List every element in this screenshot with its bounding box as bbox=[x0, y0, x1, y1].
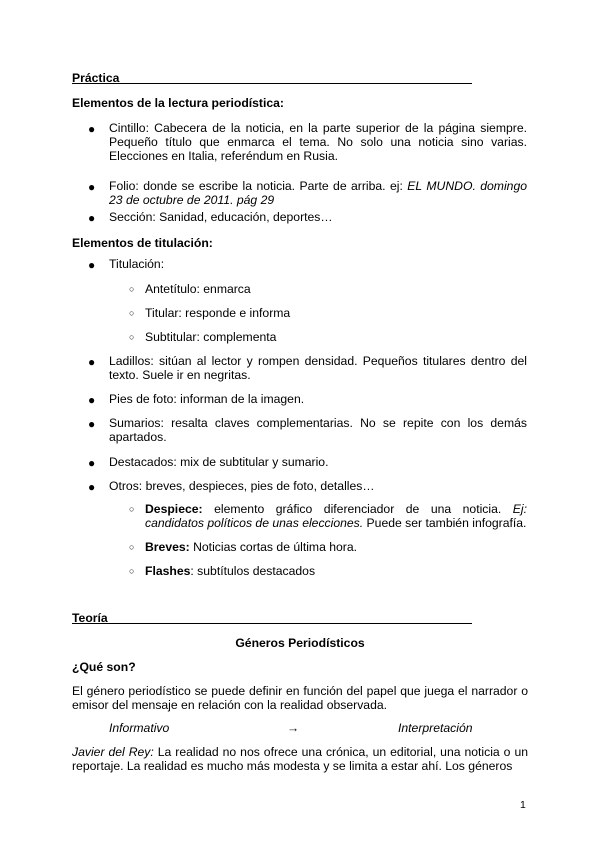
bullet-icon: ● bbox=[88, 355, 96, 369]
flashes-item: Flashes: subtítulos destacados bbox=[145, 564, 316, 578]
javier-paragraph: Javier del Rey: La realidad no nos ofrece una crónica, un editorial, una noticia o un reportaje. La realidad es mucho más modesta y se limita a estar ahí. Los géneros bbox=[72, 745, 528, 773]
bullet-icon: ● bbox=[88, 180, 96, 194]
sumarios-item: Sumarios: resalta claves complementarias. No se repite con los demás apartados. bbox=[109, 416, 527, 444]
interpretacion-label: Interpretación bbox=[398, 721, 473, 735]
circle-bullet-icon: ○ bbox=[129, 308, 135, 318]
seccion-item: Sección: Sanidad, educación, deportes… bbox=[109, 210, 333, 224]
que-son-heading: ¿Qué son? bbox=[72, 660, 136, 674]
bullet-icon: ● bbox=[88, 417, 96, 431]
breves-item: Breves: Noticias cortas de última hora. bbox=[145, 540, 358, 554]
circle-bullet-icon: ○ bbox=[129, 332, 135, 342]
bullet-icon: ● bbox=[88, 122, 96, 136]
ladillos-item: Ladillos: sitúan al lector y rompen densidad. Pequeños titulares dentro del texto. Suele ir en negritas. bbox=[109, 354, 527, 382]
bullet-icon: ● bbox=[88, 258, 96, 272]
arrow-icon: → bbox=[287, 721, 300, 735]
pies-item: Pies de foto: informan de la imagen. bbox=[109, 392, 305, 406]
titulacion-item: Titulación: bbox=[109, 257, 165, 271]
page-number: 1 bbox=[520, 799, 526, 811]
lectura-heading: Elementos de la lectura periodística: bbox=[72, 96, 284, 110]
bullet-icon: ● bbox=[88, 456, 96, 470]
subtitular-item: Subtitular: complementa bbox=[145, 330, 277, 344]
despiece-item: Despiece: elemento gráfico diferenciador de una noticia. Ej: candidatos políticos de unas elecciones. Puede ser también infografía. bbox=[145, 502, 527, 530]
practica-section-heading: Práctica bbox=[72, 71, 472, 85]
circle-bullet-icon: ○ bbox=[129, 566, 135, 576]
circle-bullet-icon: ○ bbox=[129, 284, 135, 294]
antetitulo-item: Antetítulo: enmarca bbox=[145, 282, 251, 296]
informativo-label: Informativo bbox=[109, 721, 170, 735]
bullet-icon: ● bbox=[88, 211, 96, 225]
definicion-paragraph: El género periodístico se puede definir en función del papel que juega el narrador o emisor del mensaje en relación con la realidad observada. bbox=[72, 684, 528, 712]
folio-item: Folio: donde se escribe la noticia. Parte de arriba. ej: EL MUNDO. domingo 23 de octubre de 2011. pág 29 bbox=[109, 179, 528, 207]
titular-item: Titular: responde e informa bbox=[145, 306, 291, 320]
circle-bullet-icon: ○ bbox=[129, 504, 135, 514]
bullet-icon: ● bbox=[88, 393, 96, 407]
destacados-item: Destacados: mix de subtitular y sumario. bbox=[109, 455, 329, 469]
otros-item: Otros: breves, despieces, pies de foto, detalles… bbox=[109, 479, 375, 493]
teoria-section-heading: Teoría bbox=[72, 611, 472, 625]
circle-bullet-icon: ○ bbox=[129, 542, 135, 552]
cintillo-item: Cintillo: Cabecera de la noticia, en la parte superior de la página siempre. Pequeño título que enmarca el tema. No solo una noticia sino varias. Elecciones en Italia, referéndum en Rusia. bbox=[109, 121, 527, 163]
generos-title: Géneros Periodísticos bbox=[235, 636, 365, 650]
titulacion-heading: Elementos de titulación: bbox=[72, 236, 213, 250]
bullet-icon: ● bbox=[88, 480, 96, 494]
